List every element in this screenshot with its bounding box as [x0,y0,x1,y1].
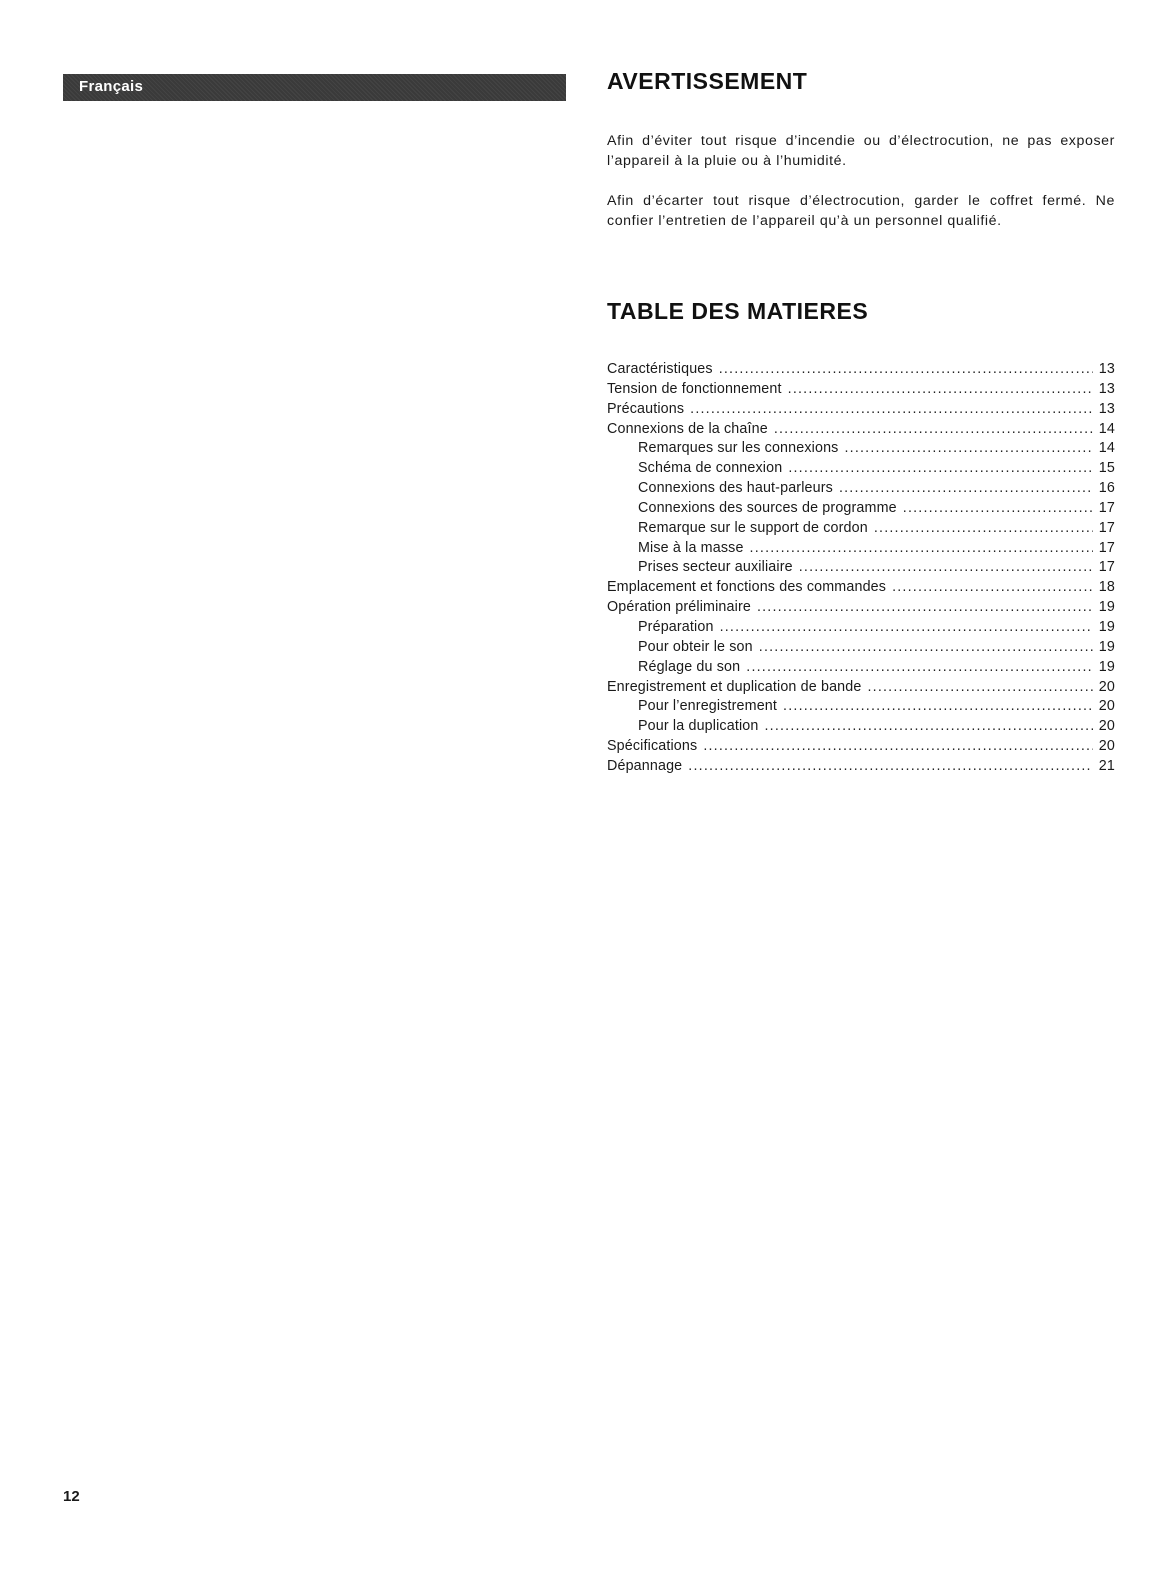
toc-leader [757,598,1093,618]
toc-entry-page: 20 [1098,678,1115,695]
toc-entry [607,400,1115,420]
toc-entry-page: 20 [1098,698,1115,715]
toc-entry-page: 17 [1098,539,1115,556]
toc-entry-page: 14 [1098,420,1115,437]
toc-entry-page: 21 [1098,757,1115,774]
toc-leader [703,737,1092,757]
toc-leader [799,558,1093,578]
toc-entry-title: Remarque sur le support de cordon [638,519,868,536]
toc-leader [788,459,1092,479]
toc-subentry [607,558,1115,578]
toc-entry-page: 13 [1098,400,1115,417]
toc-entry-title: Prises secteur auxiliaire [638,559,793,576]
toc-subentry [607,459,1115,479]
toc-leader [839,479,1093,499]
toc-entry-page: 18 [1098,579,1115,596]
toc-subentry [607,697,1115,717]
toc-leader [746,658,1093,678]
toc-subentry [607,519,1115,539]
toc-entry-title: Précautions [607,400,685,417]
toc-subentry [607,618,1115,638]
toc-entry-title: Opération préliminaire [607,599,751,616]
toc-entry-page: 19 [1098,658,1115,675]
toc-entry-title: Réglage du son [638,658,741,675]
toc-entry-title: Spécifications [607,738,698,755]
toc-entry-page: 20 [1098,718,1115,735]
toc-leader [788,380,1093,400]
toc-entry-title: Connexions de la chaîne [607,420,768,437]
toc-entry [607,598,1115,618]
toc-entry-title: Connexions des haut-parleurs [638,480,833,497]
toc-entry-page: 17 [1098,519,1115,536]
toc-leader [688,757,1093,777]
toc-leader [690,400,1093,420]
toc-entry [607,678,1115,698]
toc-entry-title: Dépannage [607,757,683,774]
toc-entry-page: 20 [1098,738,1115,755]
toc-leader [867,678,1092,698]
toc-entry-page: 13 [1098,380,1115,397]
toc-entry-page: 16 [1098,480,1115,497]
toc-entry-title: Caractéristiques [607,361,713,377]
toc-entry-title: Pour la duplication [638,718,759,735]
toc-entry-page: 19 [1098,638,1115,655]
toc-leader [903,499,1093,519]
page-number: 12 [63,1488,80,1505]
toc-entry-title: Préparation [638,618,714,635]
toc-entry-page: 14 [1098,440,1115,457]
toc-entry-title: Pour l’enregistrement [638,698,778,715]
toc-entry-title: Remarques sur les connexions [638,440,839,457]
toc-subentry [607,499,1115,519]
toc-entry [607,420,1115,440]
table-of-contents [607,360,1115,777]
toc-subentry [607,658,1115,678]
toc-leader [719,360,1093,380]
toc-subentry [607,539,1115,559]
toc-entry-title: Schéma de connexion [638,460,783,477]
toc-entry-page: 19 [1098,618,1115,635]
toc-leader [759,638,1093,658]
toc-entry [607,737,1115,757]
toc-entry-title: Emplacement et fonctions des commandes [607,579,887,596]
warning-paragraph-2: Afin d’écarter tout risque d’électrocution, garder le coffret fermé. Ne confier l’entretien de l’appareil qu’à un personnel qualifié. [607,193,1115,229]
toc-title: TABLE DES MATIERES [607,298,869,324]
toc-subentry [607,717,1115,737]
toc-leader [750,539,1093,559]
warning-title: AVERTISSEMENT [607,68,808,94]
toc-leader [764,717,1092,737]
toc-entry-page: 15 [1098,460,1115,477]
toc-entry-page: 17 [1098,499,1115,516]
toc-leader [892,578,1093,598]
toc-entry [607,757,1115,777]
toc-subentry [607,638,1115,658]
language-label: Français [79,78,144,95]
toc-leader [720,618,1093,638]
toc-leader [783,697,1093,717]
toc-leader [844,439,1092,459]
toc-entry-title: Connexions des sources de programme [638,499,897,516]
toc-entry-title: Enregistrement et duplication de bande [607,678,862,695]
warning-paragraph-1: Afin d’éviter tout risque d’incendie ou d’électrocution, ne pas exposer l’appareil à la pluie ou à l’humidité. [607,133,1115,169]
toc-leader [774,420,1093,440]
toc-entry-page: 13 [1098,361,1115,377]
toc-entry [607,380,1115,400]
toc-entry [607,578,1115,598]
toc-entry-title: Mise à la masse [638,539,744,556]
toc-entry [607,360,1115,380]
toc-subentry [607,479,1115,499]
toc-entry-title: Pour obteir le son [638,638,753,655]
language-band [63,74,566,101]
toc-entry-page: 19 [1098,599,1115,616]
toc-entry-title: Tension de fonctionnement [607,380,782,397]
toc-entry-page: 17 [1098,559,1115,576]
toc-leader [874,519,1093,539]
toc-subentry [607,439,1115,459]
